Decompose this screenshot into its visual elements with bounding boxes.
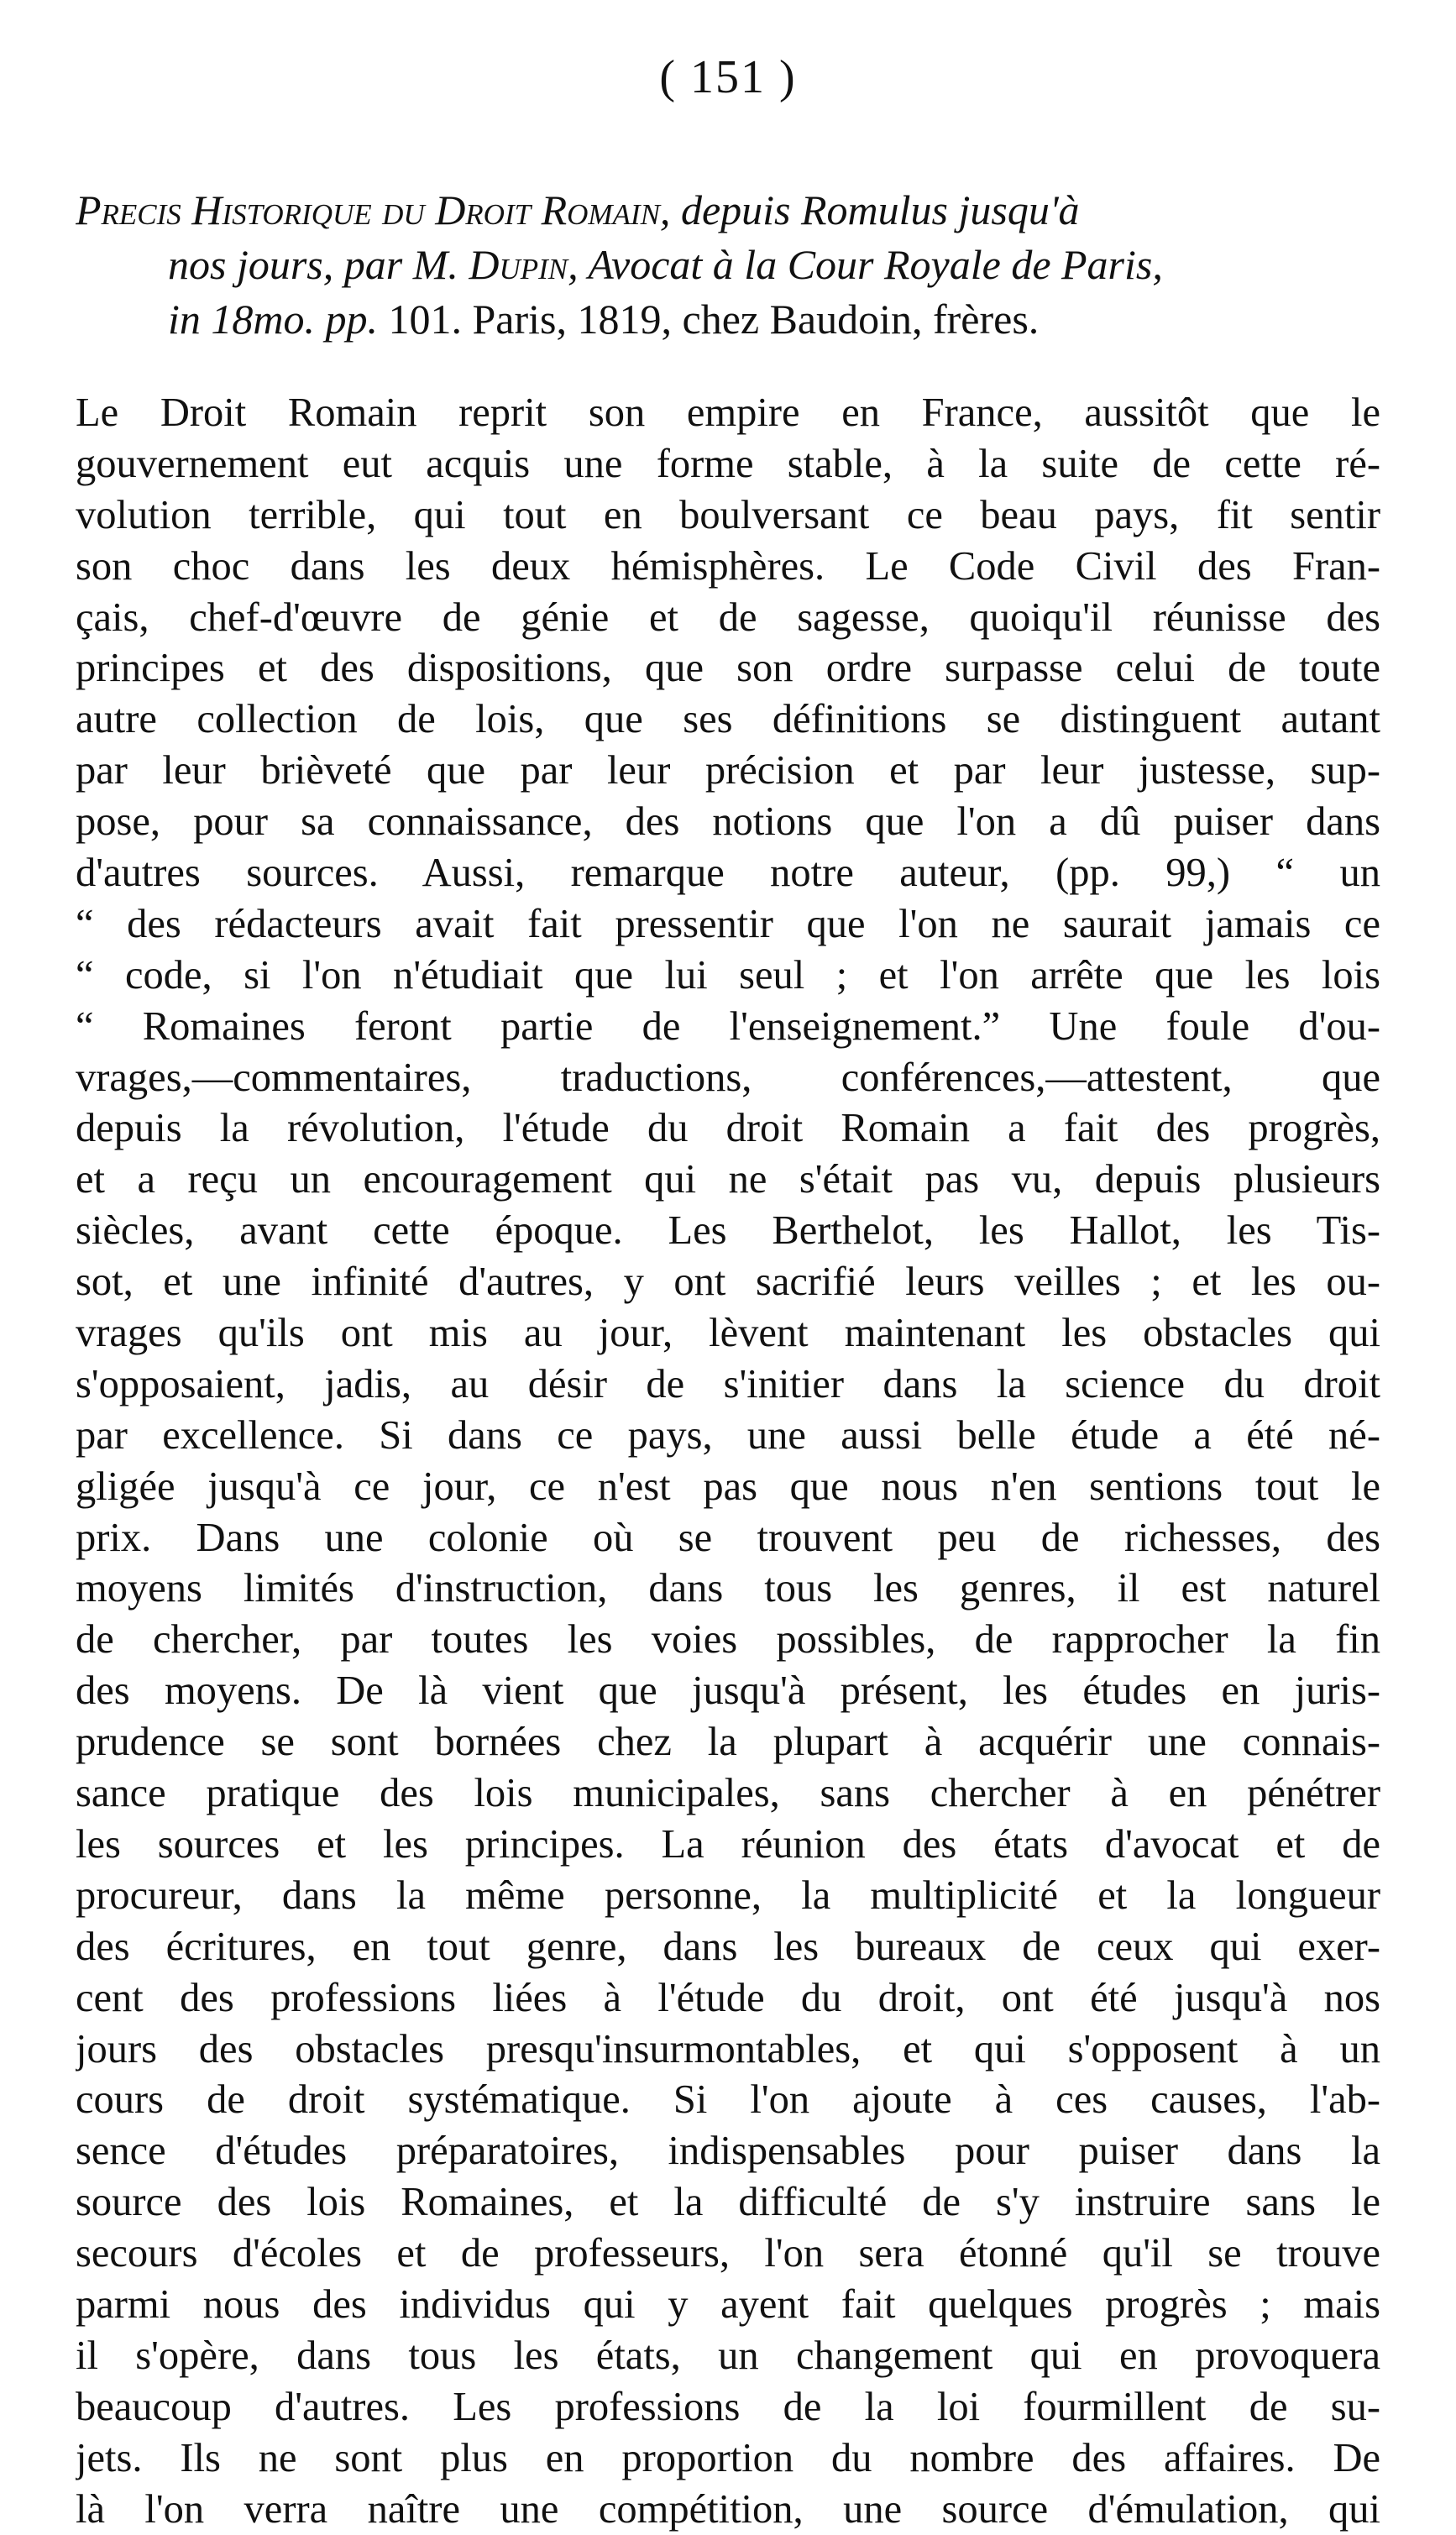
body-line: cent des professions liées à l'étude du droit, ont été jusqu'à nos [76, 1975, 1380, 2020]
heading-author: Dupin, [469, 241, 579, 288]
body-line: pose, pour sa connaissance, des notions que l'on a dû puiser dans [76, 799, 1380, 845]
body-line: son choc dans les deux hémisphères. Le Code Civil des Fran- [76, 543, 1380, 589]
body-line: secours d'écoles et de professeurs, l'on sera étonné qu'il se trouve [76, 2231, 1380, 2276]
heading-title: Precis Historique du Droit Romain, [76, 186, 671, 233]
body-line: des écritures, en tout genre, dans les bureaux de ceux qui exer- [76, 1924, 1380, 1969]
body-line: parmi nous des individus qui y ayent fait quelques progrès ; mais [76, 2281, 1380, 2327]
body-line: sot, et une infinité d'autres, y ont sacrifié leurs veilles ; et les ou- [76, 1260, 1380, 1305]
body-line: s'opposaient, jadis, au désir de s'initier dans la science du droit [76, 1361, 1380, 1406]
page-number: ( 151 ) [659, 51, 797, 103]
body-line: beaucoup d'autres. Les professions de la loi fourmillent de su- [76, 2384, 1380, 2429]
body-line: cours de droit systématique. Si l'on ajoute à ces causes, l'ab- [76, 2077, 1380, 2123]
heading-publication: 101. Paris, 1819, chez Baudoin, frères. [378, 296, 1040, 343]
body-line: gligée jusqu'à ce jour, ce n'est pas que nous n'en sentions tout le [76, 1464, 1380, 1509]
body-line: depuis la révolution, l'étude du droit Romain a fait des progrès, [76, 1106, 1380, 1151]
body-line: il s'opère, dans tous les états, un changement qui en provoquera [76, 2333, 1380, 2378]
body-line: et a reçu un encouragement qui ne s'était pas vu, depuis plusieurs [76, 1157, 1380, 1202]
body-line: principes et des dispositions, que son ordre surpasse celui de toute [76, 646, 1380, 691]
body-line: vrages qu'ils ont mis au jour, lèvent maintenant les obstacles qui [76, 1311, 1380, 1356]
body-line: “ des rédacteurs avait fait pressentir que l'on ne saurait jamais ce [76, 901, 1380, 946]
body-line: çais, chef-d'œuvre de génie et de sagesse, quoiqu'il réunisse des [76, 594, 1380, 640]
body-line: volution terrible, qui tout en boulversant ce beau pays, fit sentir [76, 492, 1380, 537]
body-line: procureur, dans la même personne, la multiplicité et la longueur [76, 1872, 1380, 1918]
body-line: prudence se sont bornées chez la plupart à acquérir une connais- [76, 1720, 1380, 1765]
heading-title-rest: depuis Romulus jusqu'à [670, 186, 1080, 233]
article-heading [76, 183, 1394, 347]
body-line: sence d'études préparatoires, indispensables pour puiser dans la [76, 2129, 1380, 2174]
heading-format: in 18mo. pp. [168, 296, 378, 343]
body-line: vrages,—commentaires, traductions, conférences,—attestent, que [76, 1055, 1380, 1100]
heading-line-2-post: Avocat à la Cour Royale de Paris, [578, 241, 1163, 288]
body-line: source des lois Romaines, et la difficulté de s'y instruire sans le [76, 2180, 1380, 2225]
body-line: d'autres sources. Aussi, remarque notre auteur, (pp. 99,) “ un [76, 851, 1380, 896]
body-line: sance pratique des lois municipales, sans chercher à en pénétrer [76, 1771, 1380, 1816]
body-line: de chercher, par toutes les voies possibles, de rapprocher la fin [76, 1617, 1380, 1663]
body-line: des moyens. De là vient que jusqu'à présent, les études en juris- [76, 1668, 1380, 1714]
body-line: gouvernement eut acquis une forme stable, à la suite de cette ré- [76, 441, 1380, 486]
body-line: jours des obstacles presqu'insurmontables, et qui s'opposent à un [76, 2026, 1380, 2071]
body-line: moyens limités d'instruction, dans tous les genres, il est naturel [76, 1566, 1380, 1611]
body-line: autre collection de lois, que ses définitions se distinguent autant [76, 697, 1380, 742]
body-line: les sources et les principes. La réunion des états d'avocat et de [76, 1821, 1380, 1867]
body-line: Le Droit Romain reprit son empire en France, aussitôt que le [76, 390, 1380, 435]
body-line: par excellence. Si dans ce pays, une aussi belle étude a été né- [76, 1412, 1380, 1458]
body-line: prix. Dans une colonie où se trouvent peu de richesses, des [76, 1515, 1380, 1560]
body-text [76, 388, 1380, 2535]
heading-line-3 [76, 292, 1394, 347]
body-line: “ code, si l'on n'étudiait que lui seul ; et l'on arrête que les lois [76, 952, 1380, 998]
body-line: “ Romaines feront partie de l'enseignement.” Une foule d'ou- [76, 1003, 1380, 1049]
body-line: par leur brièveté que par leur précision et par leur justesse, sup- [76, 748, 1380, 793]
body-line: là l'on verra naître une compétition, une source d'émulation, qui [76, 2486, 1380, 2532]
body-line: jets. Ils ne sont plus en proportion du nombre des affaires. De [76, 2435, 1380, 2480]
body-line: siècles, avant cette époque. Les Berthelot, les Hallot, les Tis- [76, 1208, 1380, 1254]
heading-line-2 [76, 238, 1394, 292]
heading-line-2-pre: nos jours, par M. [168, 241, 469, 288]
heading-line-1 [76, 183, 1394, 238]
